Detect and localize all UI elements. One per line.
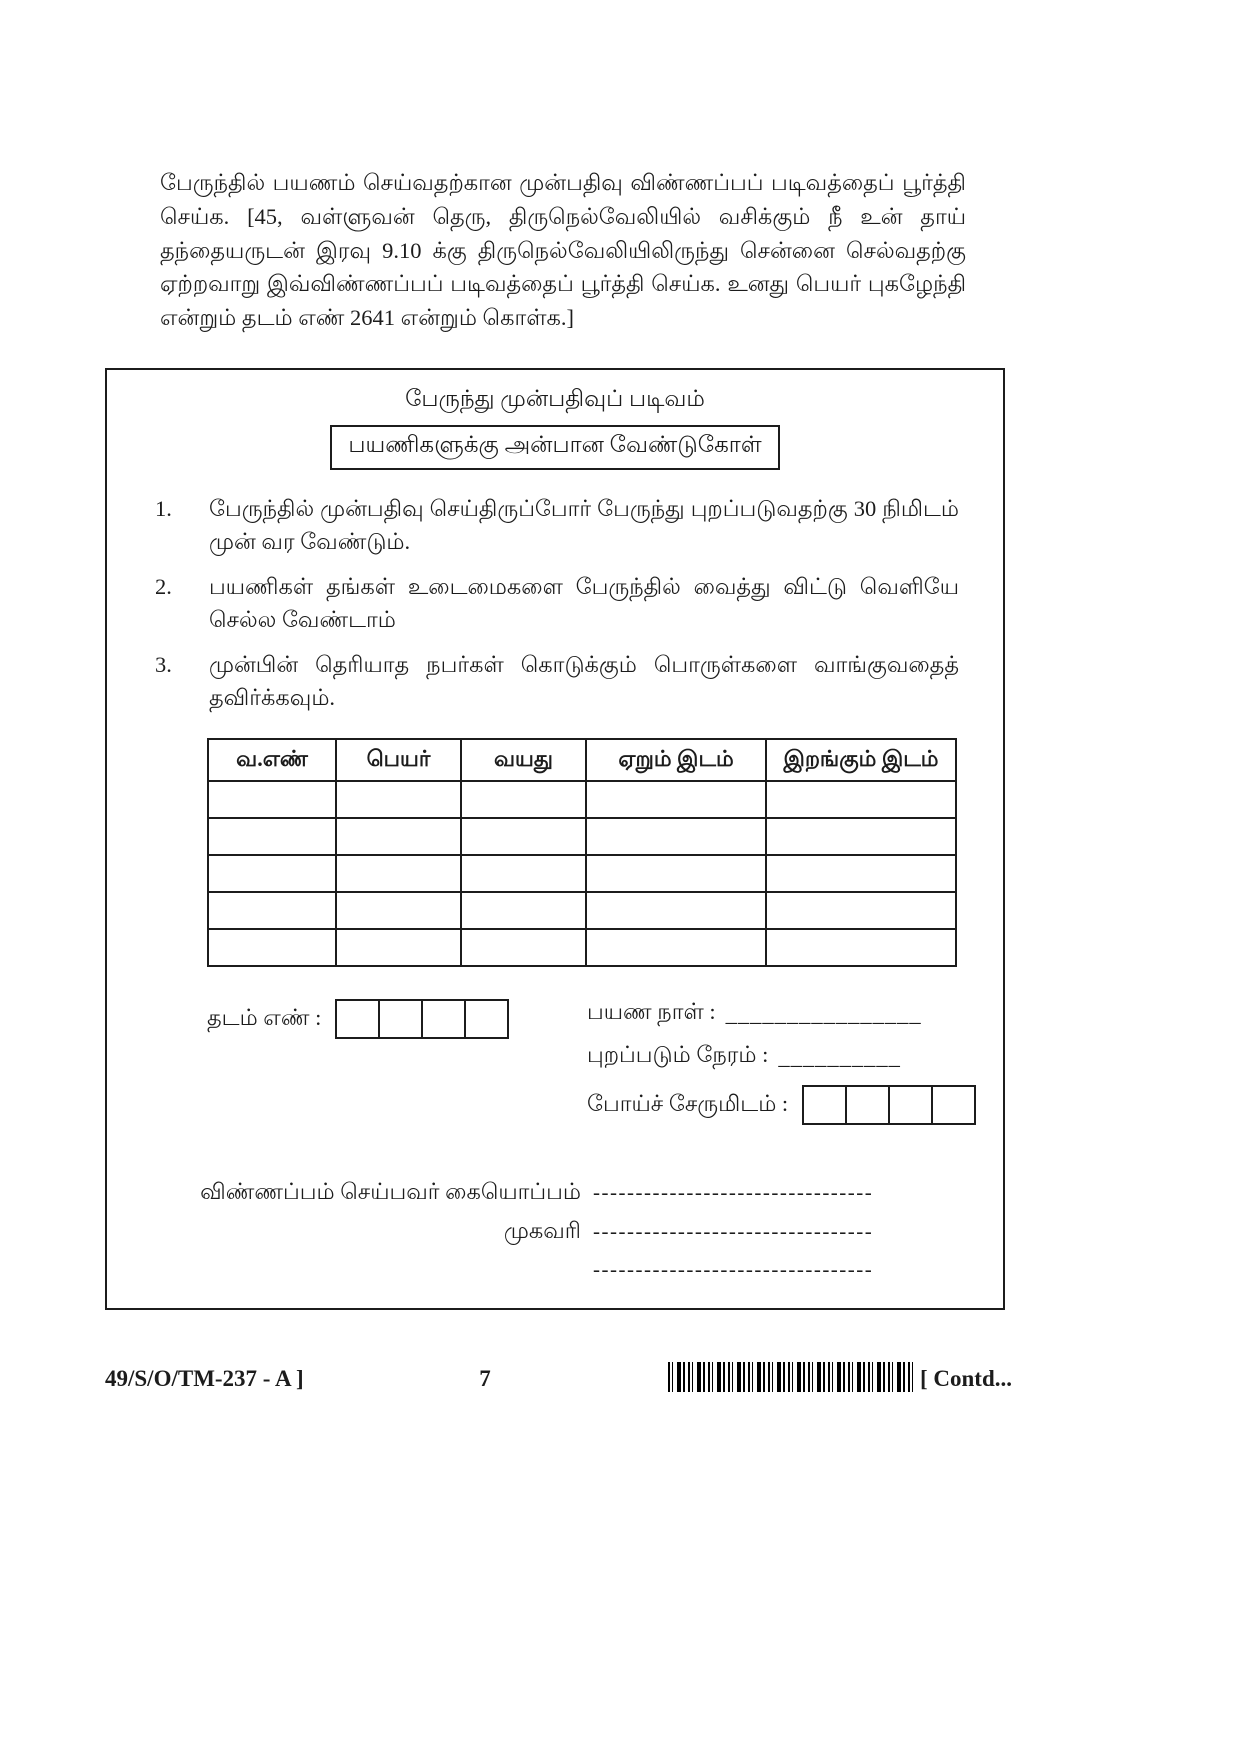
- departure-time-field: [587, 1042, 1003, 1071]
- address-line-2: ---------------------------------: [593, 1257, 874, 1282]
- instruction-text: பயணிகள் தங்கள் உடைமைகளை பேருந்தில் வைத்து விட்டு வெளியே செல்ல வேண்டாம்: [209, 574, 959, 633]
- address-row: [107, 1257, 1003, 1282]
- route-number-box: [378, 999, 423, 1039]
- table-row: [208, 818, 956, 855]
- column-header-name: பெயர்: [336, 739, 461, 781]
- column-header-alighting-place: இறங்கும் இடம்: [766, 739, 956, 781]
- instruction-number: 3.: [155, 652, 172, 678]
- instruction-item: [155, 492, 959, 558]
- route-number-box: [421, 999, 466, 1039]
- travel-date-label: பயண நாள் :: [587, 999, 716, 1025]
- question-text: பேருந்தில் பயணம் செய்வதற்கான முன்பதிவு விண்ணப்பப் படிவத்தைப் பூர்த்தி செய்க. [45, வள்ளுவன் தெரு, திருநெல்வேலியில் வசிக்கும் நீ உன் தாய் தந்தையருடன் இரவு 9.10 க்கு திருநெல்வேலியிலிருந்து சென்னை செல்வதற்கு ஏற்றவாறு இவ்விண்ணப்பப் படிவத்தைப் பூர்த்தி செய்க. உனது பெயர் புகழேந்தி என்றும் தடம் எண் 2641 என்றும் கொள்க.]: [160, 170, 966, 330]
- travel-date-blank: ________________: [725, 1000, 922, 1026]
- departure-time-blank: __________: [778, 1043, 901, 1069]
- instruction-text: முன்பின் தெரியாத நபர்கள் கொடுக்கும் பொருள்களை வாங்குவதைத் தவிர்க்கவும்.: [209, 652, 959, 711]
- applicant-signature-label: விண்ணப்பம் செய்பவர் கையொப்பம்: [200, 1179, 581, 1205]
- instruction-item: [155, 570, 959, 636]
- paper-code: 49/S/O/TM-237 - A ]: [105, 1366, 304, 1391]
- column-header-serial: வ.எண்: [208, 739, 336, 781]
- passenger-table: [207, 738, 957, 967]
- instruction-number: 2.: [155, 574, 172, 600]
- destination-box: [888, 1085, 933, 1125]
- address-line-1: ---------------------------------: [593, 1219, 874, 1244]
- form-subtitle: பயணிகளுக்கு அன்பான வேண்டுகோள்: [330, 425, 779, 470]
- route-number-label: தடம் எண் :: [207, 1004, 322, 1030]
- column-header-boarding-place: ஏறும் இடம்: [586, 739, 766, 781]
- route-number-field: [207, 999, 587, 1039]
- applicant-signature-row: [107, 1179, 1003, 1208]
- form-subtitle-wrap: [107, 425, 1003, 470]
- destination-field: [587, 1085, 1003, 1125]
- page-number: 7: [479, 1366, 491, 1391]
- instruction-number: 1.: [155, 496, 172, 521]
- address-row: [107, 1218, 1003, 1247]
- column-header-age: வயது: [461, 739, 586, 781]
- destination-label: போய்ச் சேருமிடம் :: [587, 1090, 789, 1116]
- right-fields-column: [587, 999, 1003, 1139]
- barcode: [668, 1362, 914, 1392]
- destination-box: [931, 1085, 976, 1125]
- route-number-box: [335, 999, 380, 1039]
- route-number-boxes: [335, 999, 509, 1039]
- address-label: முகவரி: [503, 1218, 581, 1244]
- travel-date-field: [587, 999, 1003, 1028]
- instruction-item: [155, 648, 959, 714]
- route-number-box: [464, 999, 509, 1039]
- signature-block: [107, 1179, 1003, 1282]
- table-row: [208, 781, 956, 818]
- form-fields: [207, 999, 1003, 1139]
- instruction-list: [155, 492, 959, 714]
- departure-time-label: புறப்படும் நேரம் :: [587, 1042, 769, 1068]
- contd-label: [ Contd...: [920, 1366, 1013, 1391]
- bus-reservation-form: [105, 368, 1005, 1310]
- applicant-signature-line: ---------------------------------: [593, 1180, 874, 1205]
- destination-box: [845, 1085, 890, 1125]
- destination-box: [802, 1085, 847, 1125]
- table-row: [208, 892, 956, 929]
- table-header-row: [208, 739, 956, 781]
- table-row: [208, 929, 956, 966]
- destination-boxes: [802, 1085, 976, 1125]
- form-title: பேருந்து முன்பதிவுப் படிவம்: [405, 386, 705, 411]
- instruction-text: பேருந்தில் முன்பதிவு செய்திருப்போர் பேருந்து புறப்படுவதற்கு 30 நிமிடம் முன் வர வேண்டும்.: [209, 496, 959, 555]
- table-row: [208, 855, 956, 892]
